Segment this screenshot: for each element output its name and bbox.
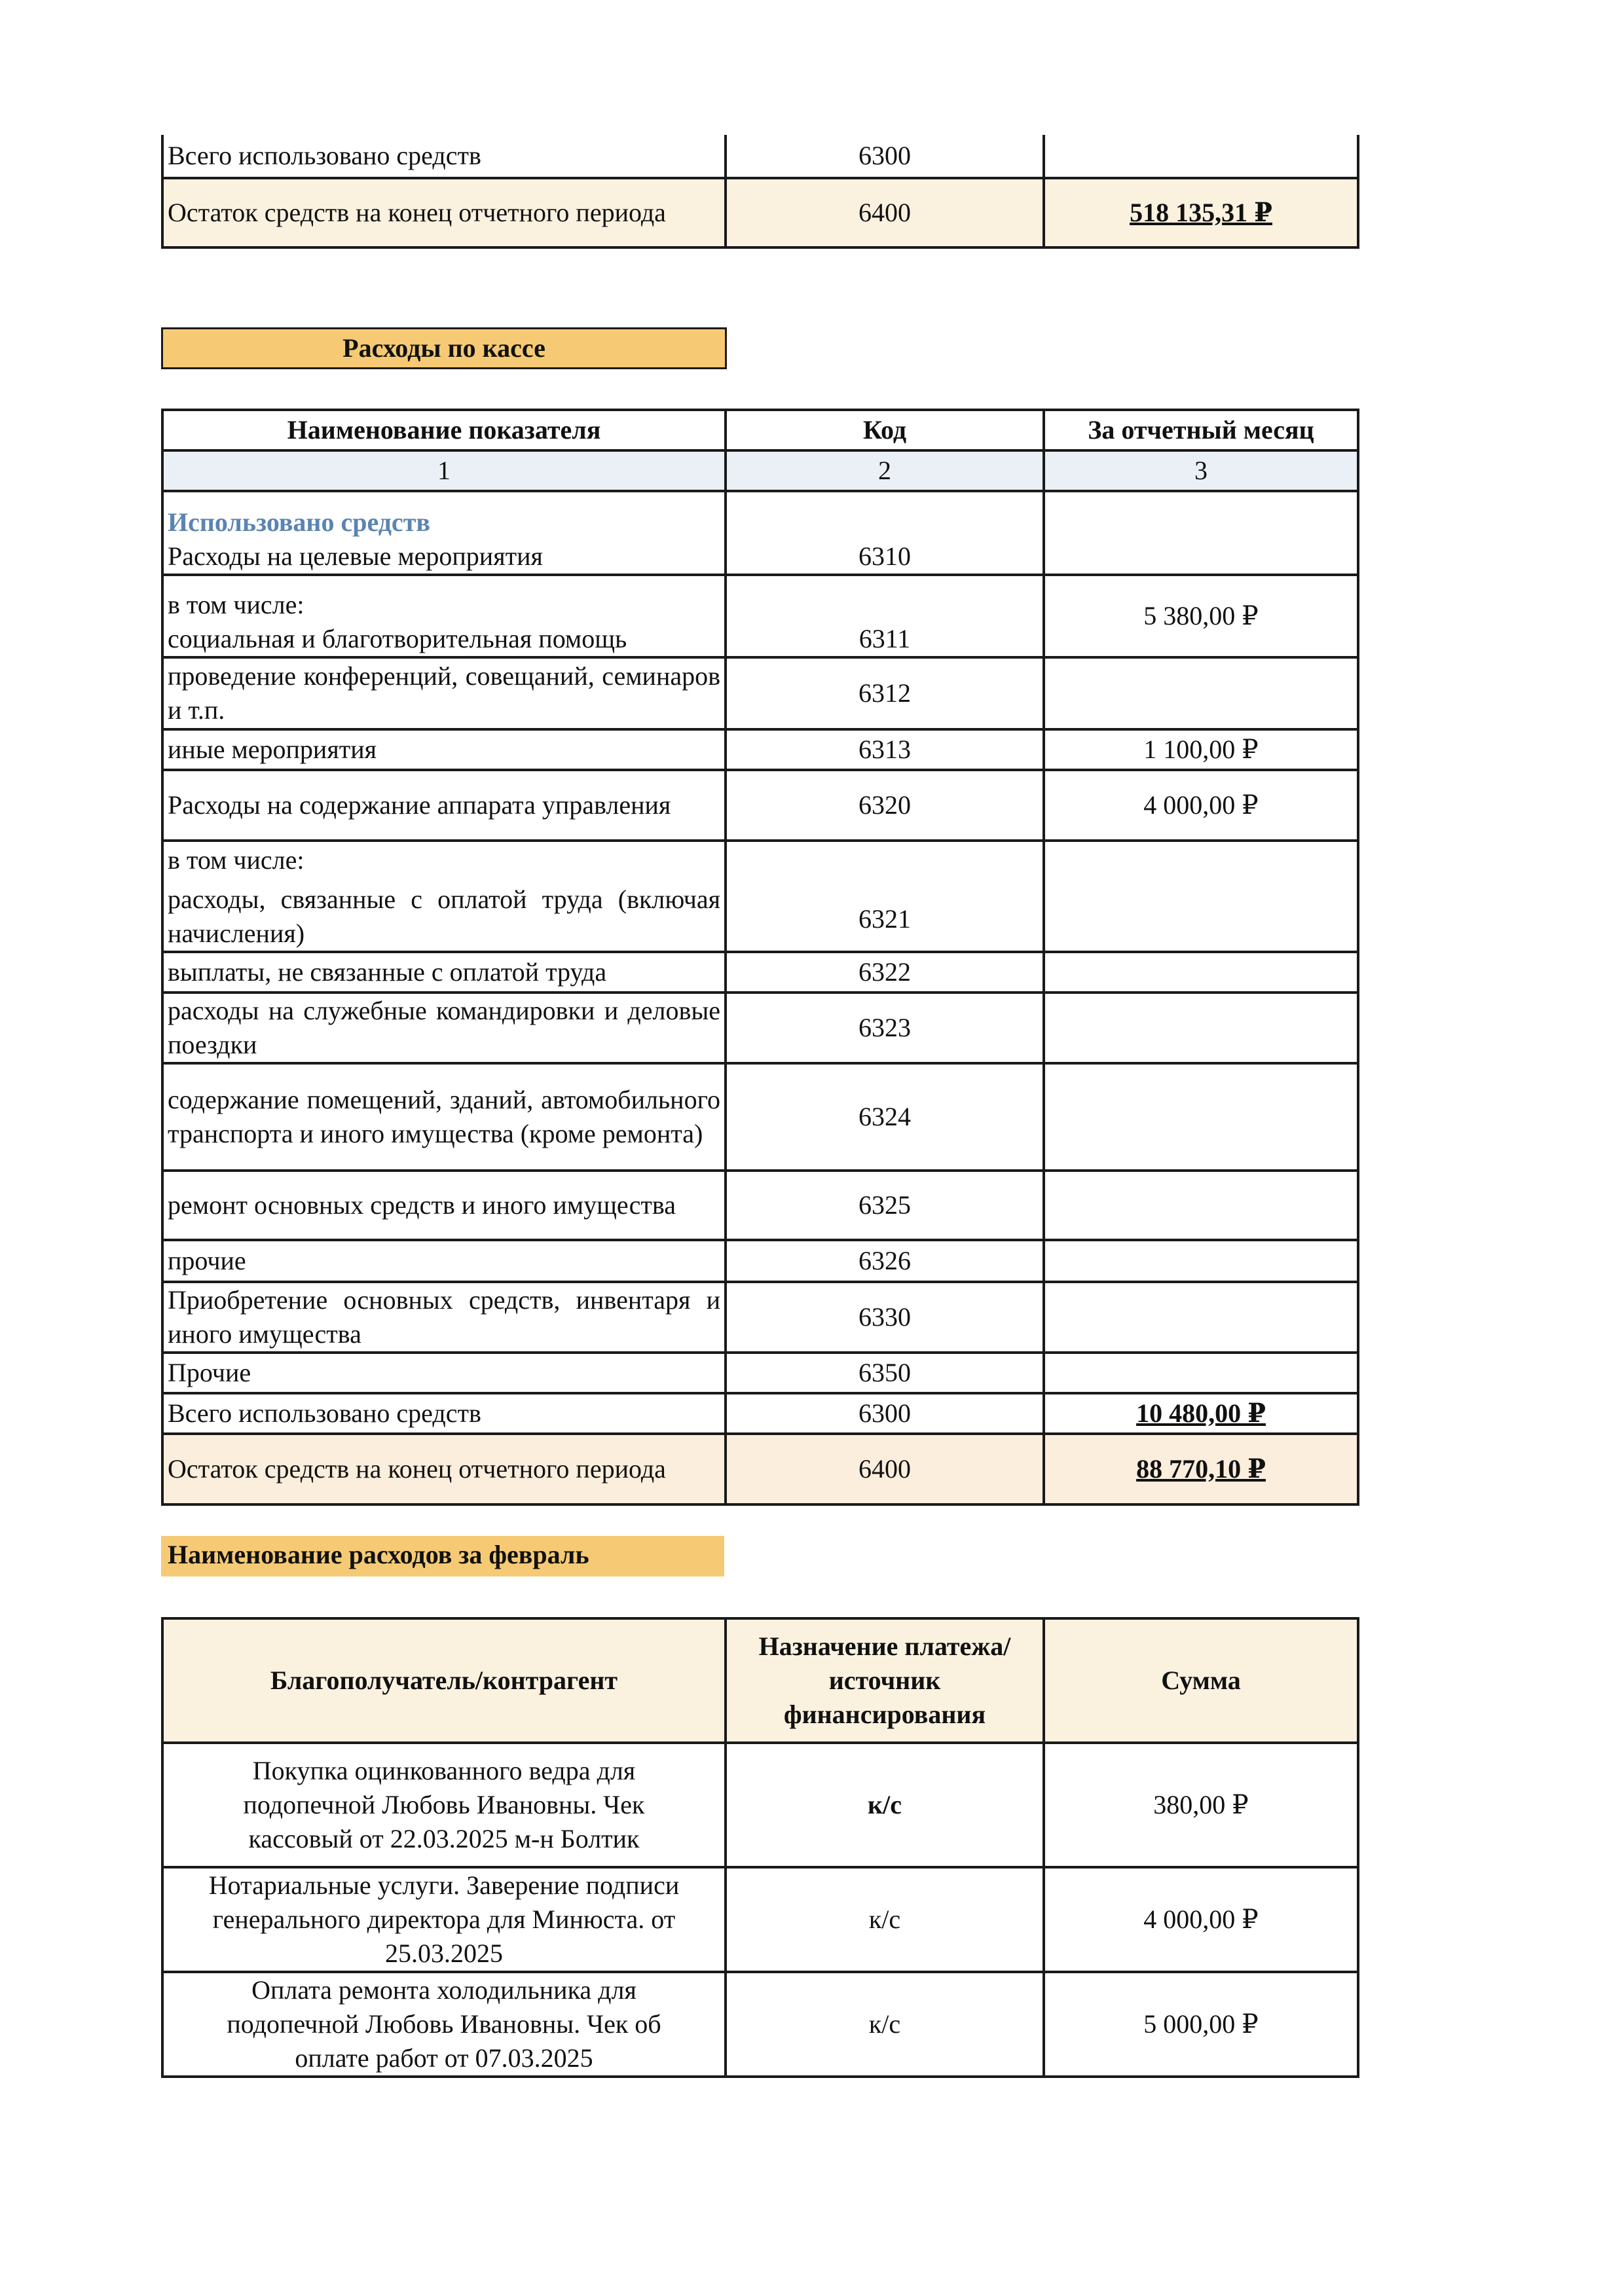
row-name — [162, 575, 726, 657]
section-title-cash — [161, 327, 727, 369]
row-code: 6350 — [726, 1353, 1044, 1393]
header-code: Код — [726, 410, 1044, 450]
row-amount — [1044, 952, 1358, 993]
table-row — [162, 491, 1358, 575]
row-amount — [1044, 135, 1358, 178]
table-row — [162, 729, 1358, 770]
row-name: расходы на служебные командировки и деловые поездки — [162, 993, 726, 1063]
section-title-expenses — [161, 1536, 724, 1576]
table-row — [162, 1972, 1358, 2077]
row-code: 6312 — [726, 657, 1044, 729]
row-name — [162, 841, 726, 952]
row-name-text: расходы, связанные с оплатой труда (включая начисления) — [168, 884, 720, 948]
row-code: 6313 — [726, 729, 1044, 770]
row-name: проведение конференций, совещаний, семинаров и т.п. — [162, 657, 726, 729]
row-name-text: социальная и благотворительная помощь — [168, 624, 627, 653]
section-title-text: Расходы по кассе — [342, 333, 545, 363]
row-name: содержание помещений, зданий, автомобильного транспорта и иного имущества (кроме ремонта) — [162, 1063, 726, 1171]
row-name: Приобретение основных средств, инвентаря и иного имущества — [162, 1282, 726, 1353]
row-name: ремонт основных средств и иного имущества — [162, 1171, 726, 1240]
row-amount — [1044, 1353, 1358, 1393]
row-amount — [1044, 841, 1358, 952]
row-name: иные мероприятия — [162, 729, 726, 770]
row-code: 6400 — [726, 1434, 1044, 1504]
used-funds-label: Использовано средств — [168, 507, 430, 537]
row-code: 6400 — [726, 178, 1044, 247]
row-amount: 4 000,00 ₽ — [1044, 1867, 1358, 1972]
row-code: 6321 — [726, 841, 1044, 952]
row-amount — [1044, 1282, 1358, 1353]
row-amount — [1044, 1063, 1358, 1171]
table-row — [162, 841, 1358, 952]
row-name: Остаток средств на конец отчетного периода — [162, 1434, 726, 1504]
table-row — [162, 1282, 1358, 1353]
row-subheading: в том числе: — [168, 590, 304, 619]
row-name — [162, 491, 726, 575]
row-amount: 518 135,31 ₽ — [1044, 178, 1358, 247]
row-amount — [1044, 1171, 1358, 1240]
table-row — [162, 1063, 1358, 1171]
table-header-row — [162, 1618, 1358, 1743]
row-code: 6311 — [726, 575, 1044, 657]
row-name: Всего использовано средств — [162, 1393, 726, 1434]
section-title-text: Наименование расходов за февраль — [168, 1540, 589, 1569]
row-name-text: Расходы на целевые мероприятия — [168, 541, 543, 571]
table-header-row — [162, 410, 1358, 450]
row-amount — [1044, 657, 1358, 729]
table-row — [162, 1434, 1358, 1504]
row-source: к/с — [726, 1972, 1044, 2077]
row-description: Оплата ремонта холодильника для подопечной Любовь Ивановны. Чек об оплате работ от 07.03.2025 — [162, 1972, 726, 2077]
table-row — [162, 952, 1358, 993]
table-row — [162, 1867, 1358, 1972]
table-row — [162, 1393, 1358, 1434]
header-name: Наименование показателя — [162, 410, 726, 450]
table-row — [162, 993, 1358, 1063]
header-purpose: Назначение платежа/ источник финансирования — [726, 1618, 1044, 1743]
row-code: 6300 — [726, 1393, 1044, 1434]
row-code: 6300 — [726, 135, 1044, 178]
col-number: 2 — [726, 450, 1044, 491]
table-row — [162, 657, 1358, 729]
row-description: Нотариальные услуги. Заверение подписи генерального директора для Минюста. от 25.03.2025 — [162, 1867, 726, 1972]
row-name: Всего использовано средств — [162, 135, 726, 178]
row-code: 6323 — [726, 993, 1044, 1063]
top-summary-table — [161, 135, 1359, 249]
row-amount: 4 000,00 ₽ — [1044, 770, 1358, 841]
table-row — [162, 575, 1358, 657]
header-amount: За отчетный месяц — [1044, 410, 1358, 450]
row-name: Прочие — [162, 1353, 726, 1393]
row-name: выплаты, не связанные с оплатой труда — [162, 952, 726, 993]
row-code: 6325 — [726, 1171, 1044, 1240]
row-code: 6320 — [726, 770, 1044, 841]
row-amount — [1044, 993, 1358, 1063]
cash-expenses-table — [161, 409, 1359, 1506]
table-row — [162, 178, 1358, 247]
row-code: 6310 — [726, 491, 1044, 575]
row-name: Остаток средств на конец отчетного периода — [162, 178, 726, 247]
row-amount: 5 380,00 ₽ — [1044, 575, 1358, 657]
column-number-row — [162, 450, 1358, 491]
row-amount: 88 770,10 ₽ — [1044, 1434, 1358, 1504]
header-sum: Сумма — [1044, 1618, 1358, 1743]
col-number: 1 — [162, 450, 726, 491]
table-row — [162, 1743, 1358, 1867]
row-amount: 1 100,00 ₽ — [1044, 729, 1358, 770]
row-name: Расходы на содержание аппарата управления — [162, 770, 726, 841]
row-code: 6326 — [726, 1240, 1044, 1282]
table-row — [162, 1353, 1358, 1393]
row-source: к/с — [726, 1743, 1044, 1867]
row-code: 6324 — [726, 1063, 1044, 1171]
row-code: 6330 — [726, 1282, 1044, 1353]
row-amount: 380,00 ₽ — [1044, 1743, 1358, 1867]
header-recipient: Благополучатель/контрагент — [162, 1618, 726, 1743]
row-code: 6322 — [726, 952, 1044, 993]
february-expenses-table — [161, 1617, 1359, 2078]
table-row — [162, 1240, 1358, 1282]
row-amount: 5 000,00 ₽ — [1044, 1972, 1358, 2077]
row-name: прочие — [162, 1240, 726, 1282]
row-subheading: в том числе: — [168, 845, 304, 875]
row-description: Покупка оцинкованного ведра для подопечной Любовь Ивановны. Чек кассовый от 22.03.2025 м-н Болтик — [162, 1743, 726, 1867]
table-row — [162, 1171, 1358, 1240]
row-amount — [1044, 1240, 1358, 1282]
table-row — [162, 135, 1358, 178]
row-amount — [1044, 491, 1358, 575]
table-row — [162, 770, 1358, 841]
col-number: 3 — [1044, 450, 1358, 491]
row-source: к/с — [726, 1867, 1044, 1972]
row-amount: 10 480,00 ₽ — [1044, 1393, 1358, 1434]
